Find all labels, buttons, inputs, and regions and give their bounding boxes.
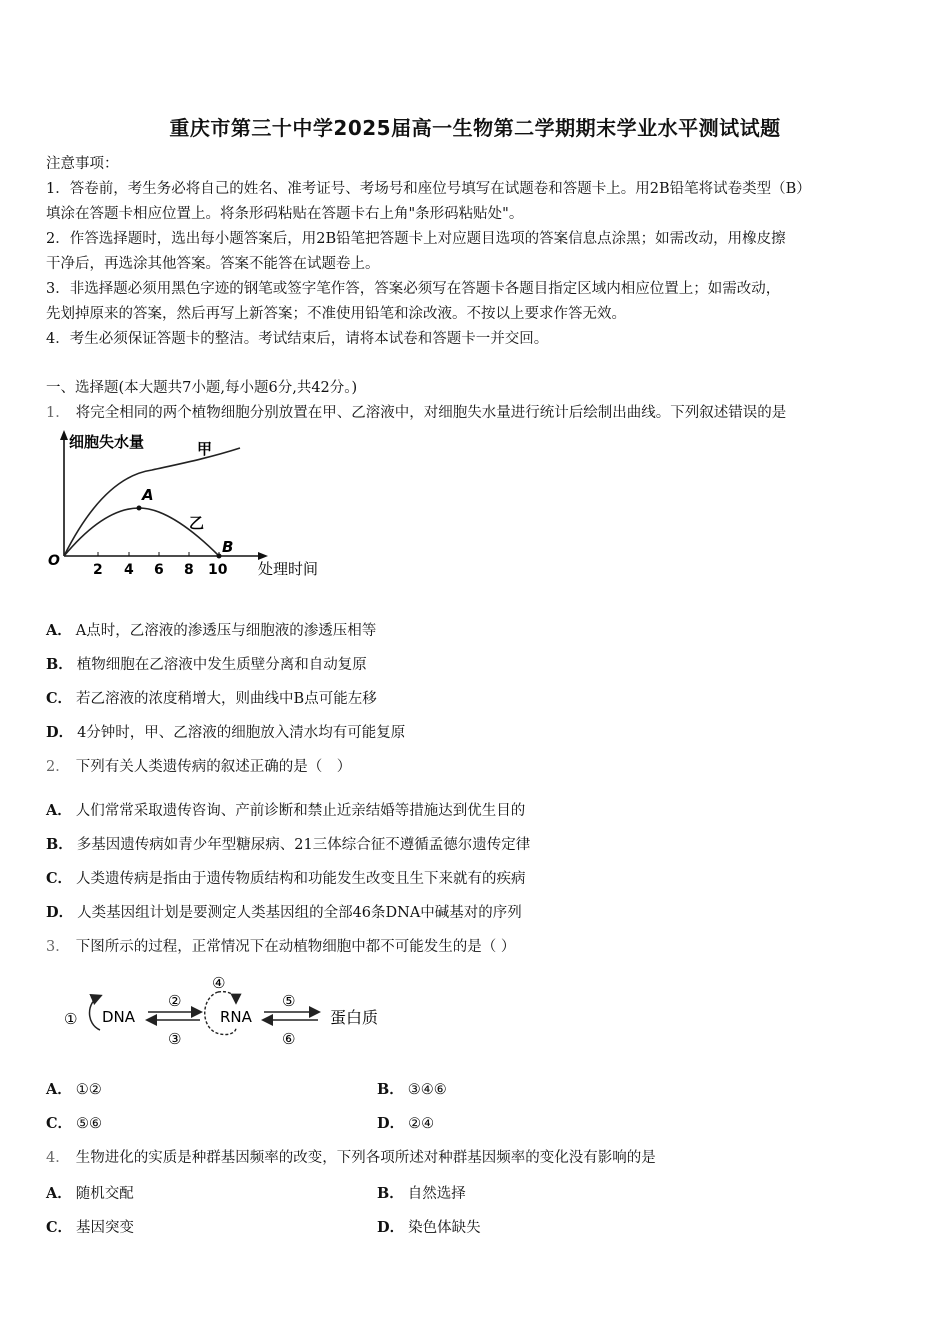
option-text: ③④⑥ xyxy=(407,1082,447,1098)
option-key: B． xyxy=(377,1185,404,1202)
notice-line: 4．考生必须保证答题卡的整洁。考试结束后，请将本试卷和答题卡一并交回。 xyxy=(46,331,549,347)
question-text: 下图所示的过程，正常情况下在动植物细胞中都不可能发生的是（ ） xyxy=(75,939,516,955)
option-key: D． xyxy=(46,724,74,741)
notice-line: 先划掉原来的答案，然后再写上新答案；不准使用铅笔和涂改液。不按以上要求作答无效。 xyxy=(46,306,626,322)
option-key: A． xyxy=(46,1185,72,1202)
x-tick-label: 4 xyxy=(124,562,134,578)
curve-yi-label: 乙 xyxy=(189,514,205,532)
label-3: ③ xyxy=(168,1030,182,1048)
question-3 xyxy=(46,935,515,956)
question-text: 将完全相同的两个植物细胞分别放置在甲、乙溶液中，对细胞失水量进行统计后绘制出曲线。下列叙述错误的是 xyxy=(75,405,787,421)
option-key: C． xyxy=(46,1219,73,1236)
option-text: 自然选择 xyxy=(407,1186,466,1202)
q3-central-dogma-diagram xyxy=(60,972,400,1052)
q3-option-c[interactable] xyxy=(46,1112,102,1133)
origin-label: O xyxy=(48,553,60,569)
q2-option-b[interactable] xyxy=(46,833,530,854)
option-text: 多基因遗传病如青少年型糖尿病、21三体综合征不遵循孟德尔遗传定律 xyxy=(76,837,531,853)
x-axis-arrow xyxy=(258,552,268,560)
q4-option-d[interactable] xyxy=(377,1216,481,1237)
notice-line: 3．非选择题必须用黑色字迹的钢笔或签字笔作答，答案必须写在答题卡各题目指定区域内相应位置上；如需改动， xyxy=(46,281,781,297)
q4-option-c[interactable] xyxy=(46,1216,134,1237)
q1-option-c[interactable] xyxy=(46,687,377,708)
q1-graph xyxy=(44,426,344,596)
rna-replication-arrow-top xyxy=(218,992,236,1002)
q2-option-c[interactable] xyxy=(46,867,526,888)
option-key: B． xyxy=(377,1081,404,1098)
q2-option-d[interactable] xyxy=(46,901,522,922)
question-text: 生物进化的实质是种群基因频率的改变，下列各项所述对种群基因频率的变化没有影响的是 xyxy=(75,1150,656,1166)
option-text: ①② xyxy=(75,1082,102,1098)
option-key: C． xyxy=(46,870,73,887)
curve-jia-label: 甲 xyxy=(197,440,213,458)
option-key: D． xyxy=(377,1219,405,1236)
y-axis-arrow xyxy=(60,430,68,440)
label-2: ② xyxy=(168,992,182,1010)
point-a xyxy=(137,506,142,511)
notice-heading: 注意事项： xyxy=(46,156,119,172)
question-2 xyxy=(46,755,351,776)
q3-option-d[interactable] xyxy=(377,1112,434,1133)
x-tick-label: 8 xyxy=(184,562,194,578)
label-4: ④ xyxy=(212,974,226,992)
option-key: A． xyxy=(46,802,72,819)
option-text: 4分钟时，甲、乙溶液的细胞放入清水均有可能复原 xyxy=(77,725,406,741)
option-text: ②④ xyxy=(408,1116,435,1132)
option-key: A． xyxy=(46,622,72,639)
q1-option-b[interactable] xyxy=(46,653,367,674)
question-text: 下列有关人类遗传病的叙述正确的是（ ） xyxy=(75,759,352,775)
dna-label: DNA xyxy=(102,1008,136,1026)
protein-label: 蛋白质 xyxy=(330,1008,379,1027)
label-5: ⑤ xyxy=(282,992,296,1010)
option-key: B． xyxy=(46,836,73,853)
x-tick-label: 6 xyxy=(154,562,164,578)
question-number: 2． xyxy=(46,759,70,775)
q2-option-a[interactable] xyxy=(46,799,525,820)
y-axis-label: 细胞失水量 xyxy=(69,433,145,451)
rna-label: RNA xyxy=(220,1008,252,1026)
option-text: 人们常常采取遗传咨询、产前诊断和禁止近亲结婚等措施达到优生目的 xyxy=(75,803,526,819)
x-axis-label: 处理时间 xyxy=(258,560,319,578)
option-key: C． xyxy=(46,1115,73,1132)
q1-option-d[interactable] xyxy=(46,721,405,742)
point-a-label: A xyxy=(142,486,154,504)
notice-line: 1．答卷前，考生务必将自己的姓名、准考证号、考场号和座位号填写在试题卷和答题卡上。用2B铅笔将试卷类型（B） xyxy=(46,181,811,197)
option-text: 染色体缺失 xyxy=(408,1220,481,1236)
label-1: ① xyxy=(64,1010,78,1028)
option-text: 若乙溶液的浓度稍增大，则曲线中B点可能左移 xyxy=(76,691,377,707)
option-text: 人类遗传病是指由于遗传物质结构和功能发生改变且生下来就有的疾病 xyxy=(76,871,526,887)
notice-line: 干净后，再选涂其他答案。答案不能答在试题卷上。 xyxy=(46,256,380,272)
x-tick-label: 10 xyxy=(208,562,228,578)
option-text: 基因突变 xyxy=(76,1220,135,1236)
option-key: B． xyxy=(46,656,73,673)
q3-option-b[interactable] xyxy=(377,1078,447,1099)
question-number: 1． xyxy=(46,405,70,421)
question-number: 4． xyxy=(46,1150,70,1166)
question-number: 3． xyxy=(46,939,70,955)
option-text: A点时，乙溶液的渗透压与细胞液的渗透压相等 xyxy=(75,623,377,639)
section-heading: 一、选择题(本大题共7小题,每小题6分,共42分。) xyxy=(46,380,358,396)
option-key: A． xyxy=(46,1081,72,1098)
option-key: D． xyxy=(46,904,74,921)
q4-option-b[interactable] xyxy=(377,1182,466,1203)
page-title: 重庆市第三十中学2025届高一生物第二学期期末学业水平测试试题 xyxy=(169,116,781,140)
option-text: ⑤⑥ xyxy=(76,1116,103,1132)
q3-option-a[interactable] xyxy=(46,1078,102,1099)
q4-option-a[interactable] xyxy=(46,1182,134,1203)
option-text: 随机交配 xyxy=(75,1186,134,1202)
notice-line: 2．作答选择题时，选出每小题答案后，用2B铅笔把答题卡上对应题目选项的答案信息点涂黑；如需改动，用橡皮擦 xyxy=(46,231,786,247)
q1-option-a[interactable] xyxy=(46,619,376,640)
notice-line: 填涂在答题卡相应位置上。将条形码粘贴在答题卡右上角"条形码粘贴处"。 xyxy=(46,206,524,222)
question-4 xyxy=(46,1146,656,1167)
option-text: 植物细胞在乙溶液中发生质壁分离和自动复原 xyxy=(76,657,367,673)
point-b xyxy=(217,554,222,559)
option-key: C． xyxy=(46,690,73,707)
label-6: ⑥ xyxy=(282,1030,296,1048)
option-key: D． xyxy=(377,1115,405,1132)
x-tick-label: 2 xyxy=(93,562,103,578)
option-text: 人类基因组计划是要测定人类基因组的全部46条DNA中碱基对的序列 xyxy=(77,905,522,921)
replication-arrow xyxy=(90,996,101,1030)
point-b-label: B xyxy=(222,538,234,556)
question-1 xyxy=(46,401,786,422)
